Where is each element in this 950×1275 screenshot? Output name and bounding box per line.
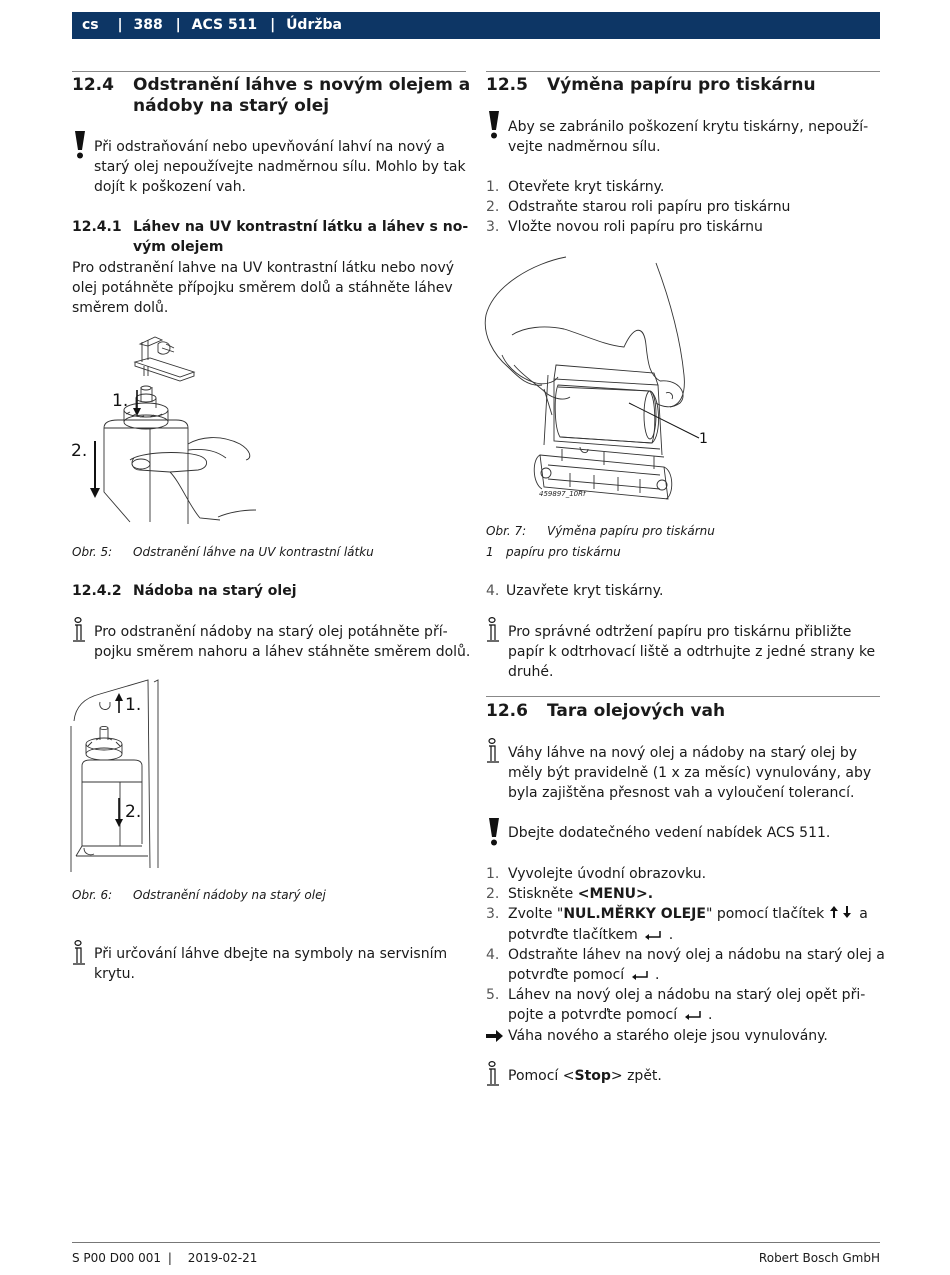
list-item: 4. Uzavřete kryt tiskárny. [486, 583, 664, 599]
steps-list [486, 581, 880, 601]
list-item: 5. Láhev na nový olej a nádobu na starý olej opět při- pojte a potvrďte pomocí . [486, 987, 866, 1024]
info-icon [71, 940, 87, 966]
list-item: Váha nového a starého oleje jsou vynulovány. [486, 1026, 886, 1046]
list-item: 4. Odstraňte láhev na nový olej a nádobu na starý olej a potvrďte pomocí . [486, 946, 885, 984]
info-text: Pro odstranění nádoby na starý olej potáhněte pří- pojku směrem nahoru a láhev stáhněte směrem dolů. [94, 624, 471, 661]
list-item: 2. Odstraňte starou roli papíru pro tiskárnu [486, 199, 791, 216]
header-product: ACS 511 [191, 17, 258, 33]
warning-exclamation-icon [486, 817, 502, 847]
list-item: 1. Vyvolejte úvodní obrazovku. [486, 866, 707, 882]
info-icon [485, 617, 501, 643]
figure-5-bottle-illustration [70, 332, 260, 524]
warning-exclamation-icon [486, 110, 502, 140]
info-icon [71, 617, 87, 643]
enter-key-icon [629, 969, 651, 981]
section-rule [486, 696, 880, 697]
warning-text: Při odstraňování nebo upevňování lahví na nový a starý olej nepoužívejte nadměrnou sílu. Mohlo by tak dojít k poškození vah. [94, 139, 466, 196]
figure-6-step-1-label: 1. [125, 695, 142, 715]
section-rule [72, 71, 466, 72]
header-chapter: Údržba [286, 17, 342, 33]
enter-key-icon [642, 929, 664, 941]
enter-key-icon [682, 1009, 704, 1021]
warning-text: Aby se zabránilo poškození krytu tiskárny, nepouží- vejte nadměrnou sílu. [508, 119, 869, 156]
header-lang: cs [82, 17, 99, 33]
paragraph: Pro odstranění lahve na UV kontrastní látku nebo nový olej potáhněte přípojku směrem dolů a stáhněte láhev směrem dolů. [72, 260, 455, 317]
steps-list [486, 864, 886, 1046]
figure-6-container-illustration [70, 676, 162, 874]
warning-text: Dbejte dodatečného vedení nabídek ACS 511. [508, 825, 831, 841]
up-down-arrows-icon [829, 905, 855, 919]
figure-5-step-1-label: 1. [112, 391, 129, 411]
header-page: 388 [133, 17, 163, 33]
warning-exclamation-icon [72, 130, 88, 160]
list-item: 2. Stiskněte <MENU>. [486, 886, 654, 903]
figure-7-printer-illustration [484, 255, 714, 505]
result-arrow-icon [485, 1029, 504, 1043]
info-text: Při určování láhve dbejte na symboly na servisním krytu. [94, 946, 448, 983]
section-rule [486, 71, 880, 72]
figure-5-step-2-label: 2. [71, 441, 88, 461]
info-icon [485, 1061, 501, 1087]
list-item: 3. Zvolte "NUL.MĚRKY OLEJE" pomocí tlačítek a potvrďte tlačítkem . [486, 906, 868, 943]
footer-rule [72, 1242, 880, 1243]
info-text: Pro správné odtržení papíru pro tiskárnu přibližte papír k odtrhovací liště a odtrhujte z jedné strany ke druhé. [508, 624, 876, 681]
info-text: Pomocí <Stop> zpět. [508, 1068, 662, 1084]
figure-7-code: 459897_10Rf [539, 490, 586, 498]
footer-company: Robert Bosch GmbH [758, 1251, 880, 1265]
footer-date: 2019-02-21 [187, 1251, 258, 1265]
info-text: Váhy láhve na nový olej a nádoby na starý olej by měly být pravidelně (1 x za měsíc) vynulovány, aby byla zajištěna přesnost vah a vyloučení tolerancí. [508, 745, 872, 802]
info-icon [485, 738, 501, 764]
list-item: 1. Otevřete kryt tiskárny. [486, 179, 665, 195]
steps-list [486, 177, 880, 238]
figure-7-callout-1: 1 [699, 431, 708, 447]
footer-doc-number: S P00 D00 001 | 2019-02-21 [72, 1251, 258, 1265]
figure-6-step-2-label: 2. [125, 802, 142, 822]
page-header: cs | 388 | ACS 511 | Údržba [72, 12, 880, 39]
list-item: 3. Vložte novou roli papíru pro tiskárnu [486, 219, 763, 236]
